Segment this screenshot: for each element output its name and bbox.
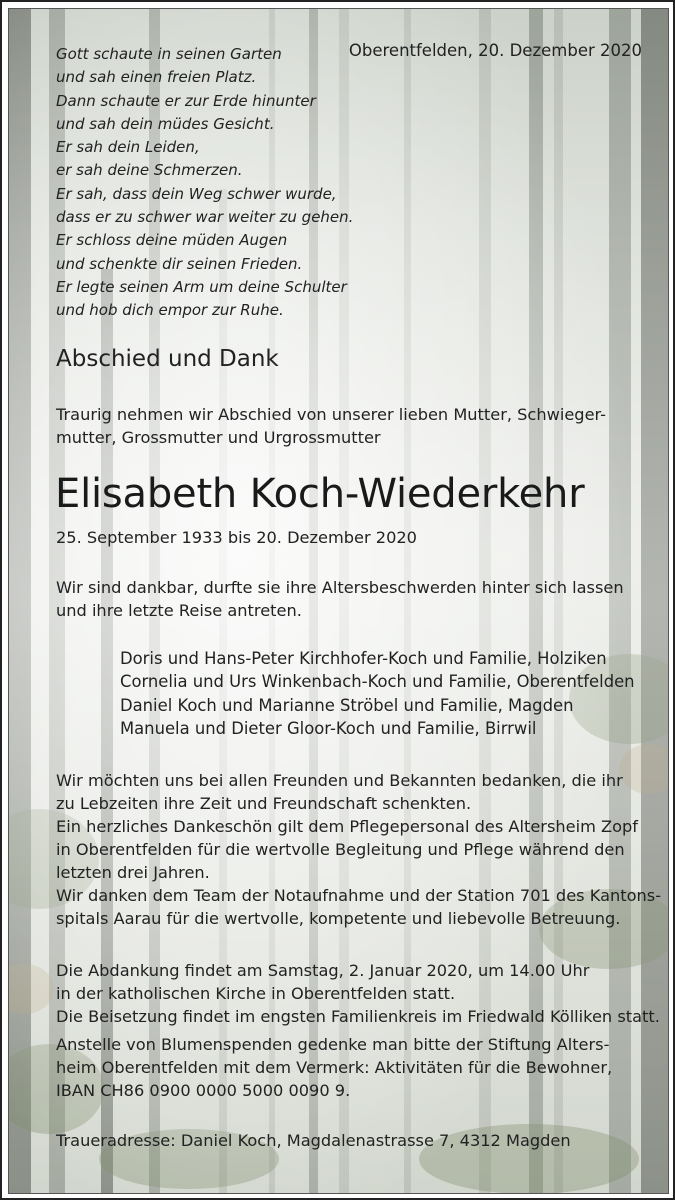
- ceremony-line: in der katholischen Kirche in Oberentfelden statt.: [56, 984, 456, 1003]
- donation-paragraph: [56, 1033, 656, 1102]
- family-list: [120, 647, 635, 740]
- donation-line: heim Oberentfelden mit dem Vermerk: Aktivitäten für die Bewohner,: [56, 1058, 613, 1077]
- gratitude-line: Wir sind dankbar, durfte sie ihre Altersbeschwerden hinter sich lassen: [56, 578, 624, 597]
- poem-line: Er sah dein Leiden,: [56, 138, 200, 157]
- poem-line: und sah einen freien Platz.: [56, 68, 257, 87]
- intro-line: Traurig nehmen wir Abschied von unserer lieben Mutter, Schwieger-: [56, 405, 606, 424]
- family-member: Manuela und Dieter Gloor-Koch und Familie, Birrwil: [120, 718, 537, 738]
- mourning-address: Traueradresse: Daniel Koch, Magdalenastrasse 7, 4312 Magden: [56, 1131, 571, 1150]
- gratitude-line: und ihre letzte Reise antreten.: [56, 601, 302, 620]
- poem-line: Er legte seinen Arm um deine Schulter: [56, 277, 347, 296]
- thanks-line: Wir danken dem Team der Notaufnahme und der Station 701 des Kantons-: [56, 886, 662, 905]
- obituary-card: [8, 8, 669, 1194]
- thanks-line: zu Lebzeiten ihre Zeit und Freundschaft schenkten.: [56, 794, 472, 813]
- donation-line: Anstelle von Blumenspenden gedenke man bitte der Stiftung Alters-: [56, 1035, 610, 1054]
- intro-paragraph: [56, 403, 656, 449]
- poem-line: er sah deine Schmerzen.: [56, 161, 243, 180]
- poem-line: und schenkte dir seinen Frieden.: [56, 254, 303, 273]
- thanks-line: in Oberentfelden für die wertvolle Begleitung und Pflege während den: [56, 840, 625, 859]
- family-member: Cornelia und Urs Winkenbach-Koch und Familie, Oberentfelden: [120, 672, 635, 692]
- thanks-line: Ein herzliches Dankeschön gilt dem Pflegepersonal des Altersheim Zopf: [56, 817, 638, 836]
- poem-line: Dann schaute er zur Erde hinunter: [56, 91, 316, 110]
- family-member: Doris und Hans-Peter Kirchhofer-Koch und Familie, Holziken: [120, 649, 607, 668]
- poem-line: Er schloss deine müden Augen: [56, 231, 288, 250]
- ceremony-line: Die Abdankung findet am Samstag, 2. Januar 2020, um 14.00 Uhr: [56, 961, 590, 980]
- poem-line: dass er zu schwer war weiter zu gehen.: [56, 208, 354, 227]
- poem-line: Gott schaute in seinen Garten: [56, 45, 282, 63]
- thanks-line: spitals Aarau für die wertvolle, kompetente und liebevolle Betreuung.: [56, 909, 621, 928]
- poem-line: Er sah, dass dein Weg schwer wurde,: [56, 184, 337, 203]
- ceremony-paragraph: [56, 959, 660, 1028]
- life-dates: 25. September 1933 bis 20. Dezember 2020: [56, 528, 417, 547]
- family-member: Daniel Koch und Marianne Ströbel und Familie, Magden: [120, 695, 574, 715]
- thanks-line: letzten drei Jahren.: [56, 863, 210, 882]
- thanks-paragraph: [56, 769, 662, 930]
- donation-line: IBAN CH86 0900 0000 5000 0090 9.: [56, 1081, 351, 1100]
- poem-line: und hob dich empor zur Ruhe.: [56, 301, 284, 320]
- memorial-poem: [56, 43, 353, 323]
- thanks-line: Wir möchten uns bei allen Freunden und Bekannten bedanken, die ihr: [56, 771, 623, 790]
- poem-line: und sah dein müdes Gesicht.: [56, 114, 275, 133]
- intro-line: mutter, Grossmutter und Urgrossmutter: [56, 428, 381, 447]
- ceremony-line: Die Beisetzung findet im engsten Familienkreis im Friedwald Kölliken statt.: [56, 1007, 660, 1026]
- place-and-date: Oberentfelden, 20. Dezember 2020: [348, 41, 642, 60]
- section-heading: Abschied und Dank: [56, 346, 279, 372]
- deceased-name: Elisabeth Koch-Wiederkehr: [55, 471, 585, 517]
- gratitude-paragraph: [56, 576, 656, 622]
